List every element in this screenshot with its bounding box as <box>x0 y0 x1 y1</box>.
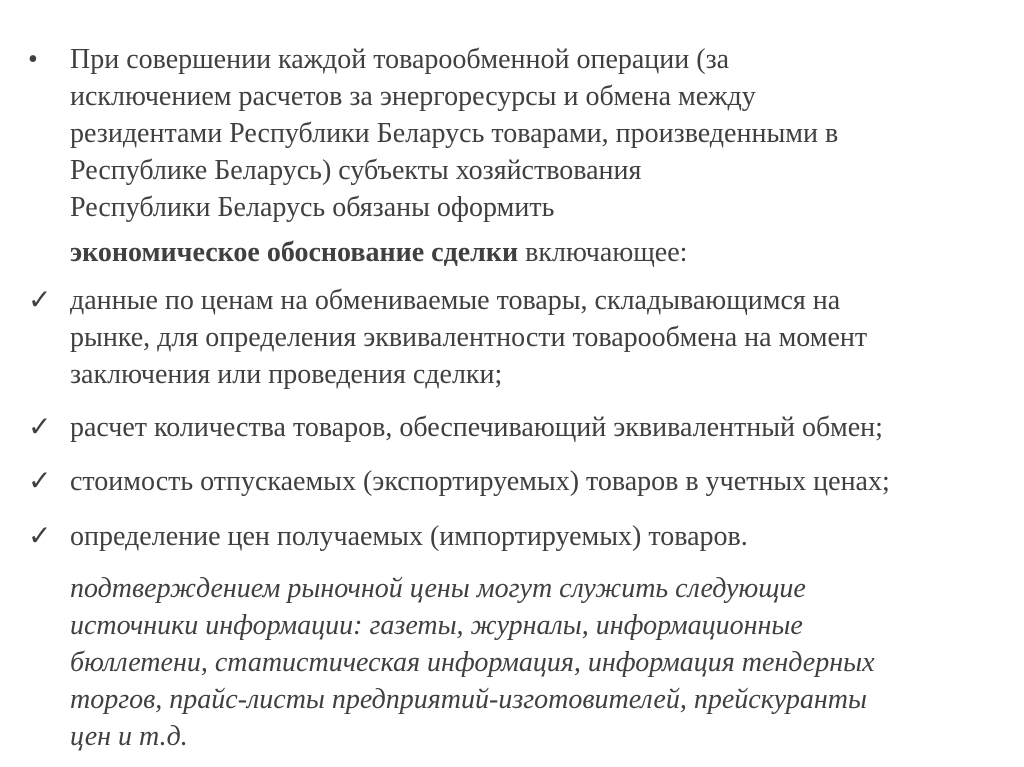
intro-emphasis-line <box>70 234 990 271</box>
intro-line: При совершении каждой товарообменной операции (за <box>70 44 730 75</box>
checklist-line: заключения или проведения сделки; <box>70 359 503 390</box>
checklist-line: расчет количества товаров, обеспечивающий эквивалентный обмен; <box>70 412 883 443</box>
intro-paragraph <box>70 41 990 226</box>
note-paragraph <box>70 570 990 755</box>
checkmark-icon: ✓ <box>28 521 52 552</box>
checkmark-icon: ✓ <box>28 412 52 443</box>
checklist-item <box>70 282 990 393</box>
intro-line: резидентами Республики Беларусь товарами, произведенными в <box>70 118 839 149</box>
note-line: источники информации: газеты, журналы, информационные <box>70 610 803 641</box>
checklist-line: стоимость отпускаемых (экспортируемых) товаров в учетных ценах; <box>70 466 890 497</box>
bullet-marker: • <box>28 44 38 75</box>
note-line: подтверждением рыночной цены могут служить следующие <box>70 573 806 604</box>
note-line: бюллетени, статистическая информация, информация тендерных <box>70 647 875 678</box>
checklist-line: рынке, для определения эквивалентности товарообмена на момент <box>70 322 868 353</box>
intro-line: Республике Беларусь) субъекты хозяйствования <box>70 155 642 186</box>
checkmark-icon: ✓ <box>28 466 52 497</box>
checklist-item <box>70 409 990 446</box>
emphasis-text: экономическое обоснование сделки <box>70 237 519 268</box>
note-line: торгов, прайс-листы предприятий-изготовителей, прейскуранты <box>70 684 867 715</box>
checklist-item <box>70 518 990 555</box>
emphasis-tail: включающее: <box>518 237 688 268</box>
checklist-item <box>70 463 990 500</box>
checklist-line: определение цен получаемых (импортируемых) товаров. <box>70 521 748 552</box>
intro-line: Республики Беларусь обязаны оформить <box>70 192 555 223</box>
intro-line: исключением расчетов за энергоресурсы и обмена между <box>70 81 756 112</box>
checkmark-icon: ✓ <box>28 285 52 316</box>
checklist-line: данные по ценам на обмениваемые товары, складывающимся на <box>70 285 841 316</box>
note-line: цен и т.д. <box>70 721 188 752</box>
